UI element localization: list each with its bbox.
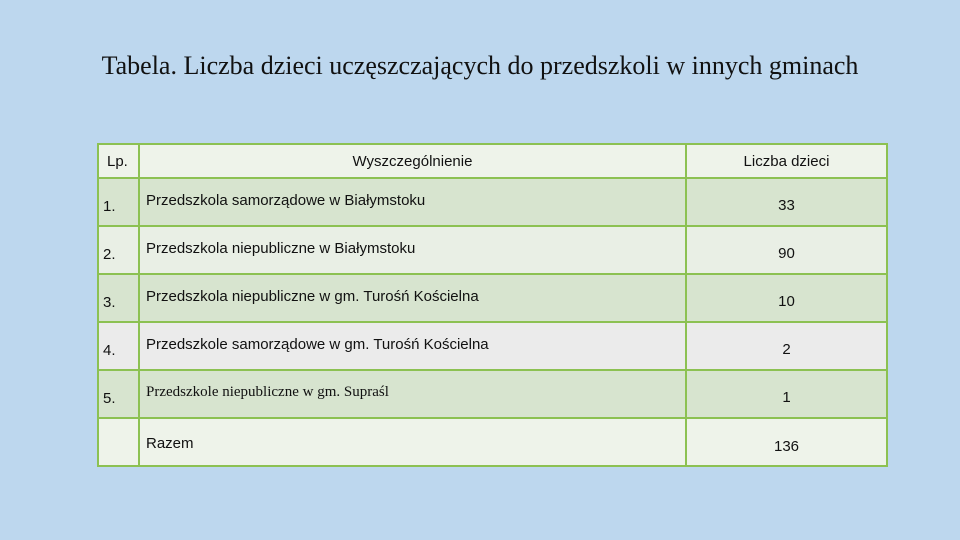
table-row [98, 370, 887, 418]
row-lp: 4. [98, 322, 139, 370]
row-description: Przedszkole samorządowe w gm. Turośń Kościelna [139, 322, 686, 370]
table-row [98, 226, 887, 274]
row-lp: 3. [98, 274, 139, 322]
table-total-row [98, 418, 887, 466]
row-description: Przedszkola samorządowe w Białymstoku [139, 178, 686, 226]
table-row [98, 178, 887, 226]
row-count: 10 [686, 274, 887, 322]
row-count: 2 [686, 322, 887, 370]
total-lp-empty [98, 418, 139, 466]
row-lp: 5. [98, 370, 139, 418]
row-description: Przedszkola niepubliczne w gm. Turośń Kościelna [139, 274, 686, 322]
row-lp: 2. [98, 226, 139, 274]
table-row [98, 274, 887, 322]
row-description: Przedszkole niepubliczne w gm. Supraśl [139, 370, 686, 418]
row-lp: 1. [98, 178, 139, 226]
row-count: 33 [686, 178, 887, 226]
data-table [97, 143, 888, 467]
total-label: Razem [139, 418, 686, 466]
slide-title: Tabela. Liczba dzieci uczęszczających do przedszkoli w innych gminach [101, 51, 859, 80]
row-description: Przedszkola niepubliczne w Białymstoku [139, 226, 686, 274]
total-count: 136 [686, 418, 887, 466]
row-count: 1 [686, 370, 887, 418]
header-description: Wyszczególnienie [139, 144, 686, 178]
header-count: Liczba dzieci [686, 144, 887, 178]
header-lp: Lp. [98, 144, 139, 178]
table-header-row [98, 144, 887, 178]
table-row [98, 322, 887, 370]
row-count: 90 [686, 226, 887, 274]
